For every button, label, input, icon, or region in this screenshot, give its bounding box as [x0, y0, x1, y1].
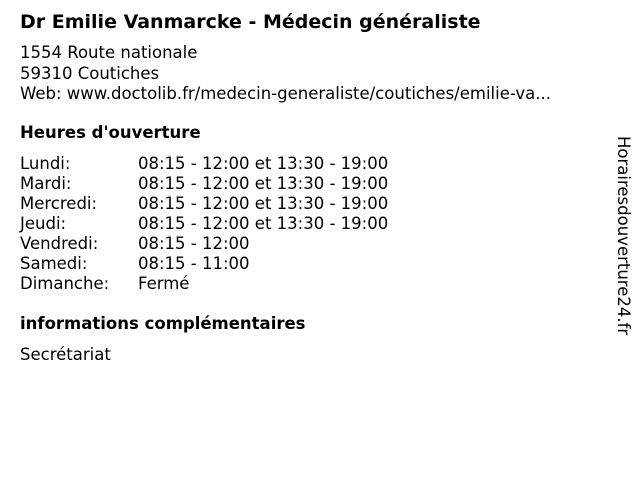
day-label: Dimanche: — [20, 274, 110, 293]
day-label: Lundi: — [20, 154, 71, 173]
additional-info-text: Secrétariat — [20, 345, 111, 364]
day-label: Vendredi: — [20, 234, 99, 253]
day-label: Mercredi: — [20, 194, 98, 213]
address-city: 59310 Coutiches — [20, 63, 160, 83]
opening-hours-heading: Heures d'ouverture — [20, 123, 201, 142]
hours-value: 08:15 - 12:00 — [138, 234, 250, 253]
hours-value: 08:15 - 12:00 et 13:30 - 19:00 — [138, 214, 389, 233]
website-line — [20, 84, 551, 105]
page-title: Dr Emilie Vanmarcke - Médecin généraliste — [20, 11, 481, 33]
hours-row-mercredi — [20, 194, 388, 214]
hours-row-mardi — [20, 174, 388, 194]
day-label: Samedi: — [20, 254, 88, 273]
opening-hours-table — [20, 154, 388, 294]
hours-value: Fermé — [138, 274, 190, 293]
address-block — [20, 43, 551, 105]
watermark — [610, 136, 636, 346]
hours-row-dimanche — [20, 274, 388, 294]
hours-row-vendredi — [20, 234, 388, 254]
hours-row-samedi — [20, 254, 388, 274]
website-link[interactable]: Web: www.doctolib.fr/medecin-generaliste/coutiches/emilie-va... — [20, 84, 551, 103]
hours-value: 08:15 - 11:00 — [138, 254, 250, 273]
hours-value: 08:15 - 12:00 et 13:30 - 19:00 — [138, 154, 389, 173]
additional-info-heading: informations complémentaires — [20, 314, 306, 333]
day-label: Jeudi: — [20, 214, 67, 233]
address-street: 1554 Route nationale — [20, 43, 198, 62]
hours-value: 08:15 - 12:00 et 13:30 - 19:00 — [138, 194, 389, 213]
watermark-text: Horairesdouverture24.fr — [614, 136, 633, 336]
hours-row-jeudi — [20, 214, 388, 234]
hours-row-lundi — [20, 154, 388, 174]
hours-value: 08:15 - 12:00 et 13:30 - 19:00 — [138, 174, 389, 193]
day-label: Mardi: — [20, 174, 72, 193]
